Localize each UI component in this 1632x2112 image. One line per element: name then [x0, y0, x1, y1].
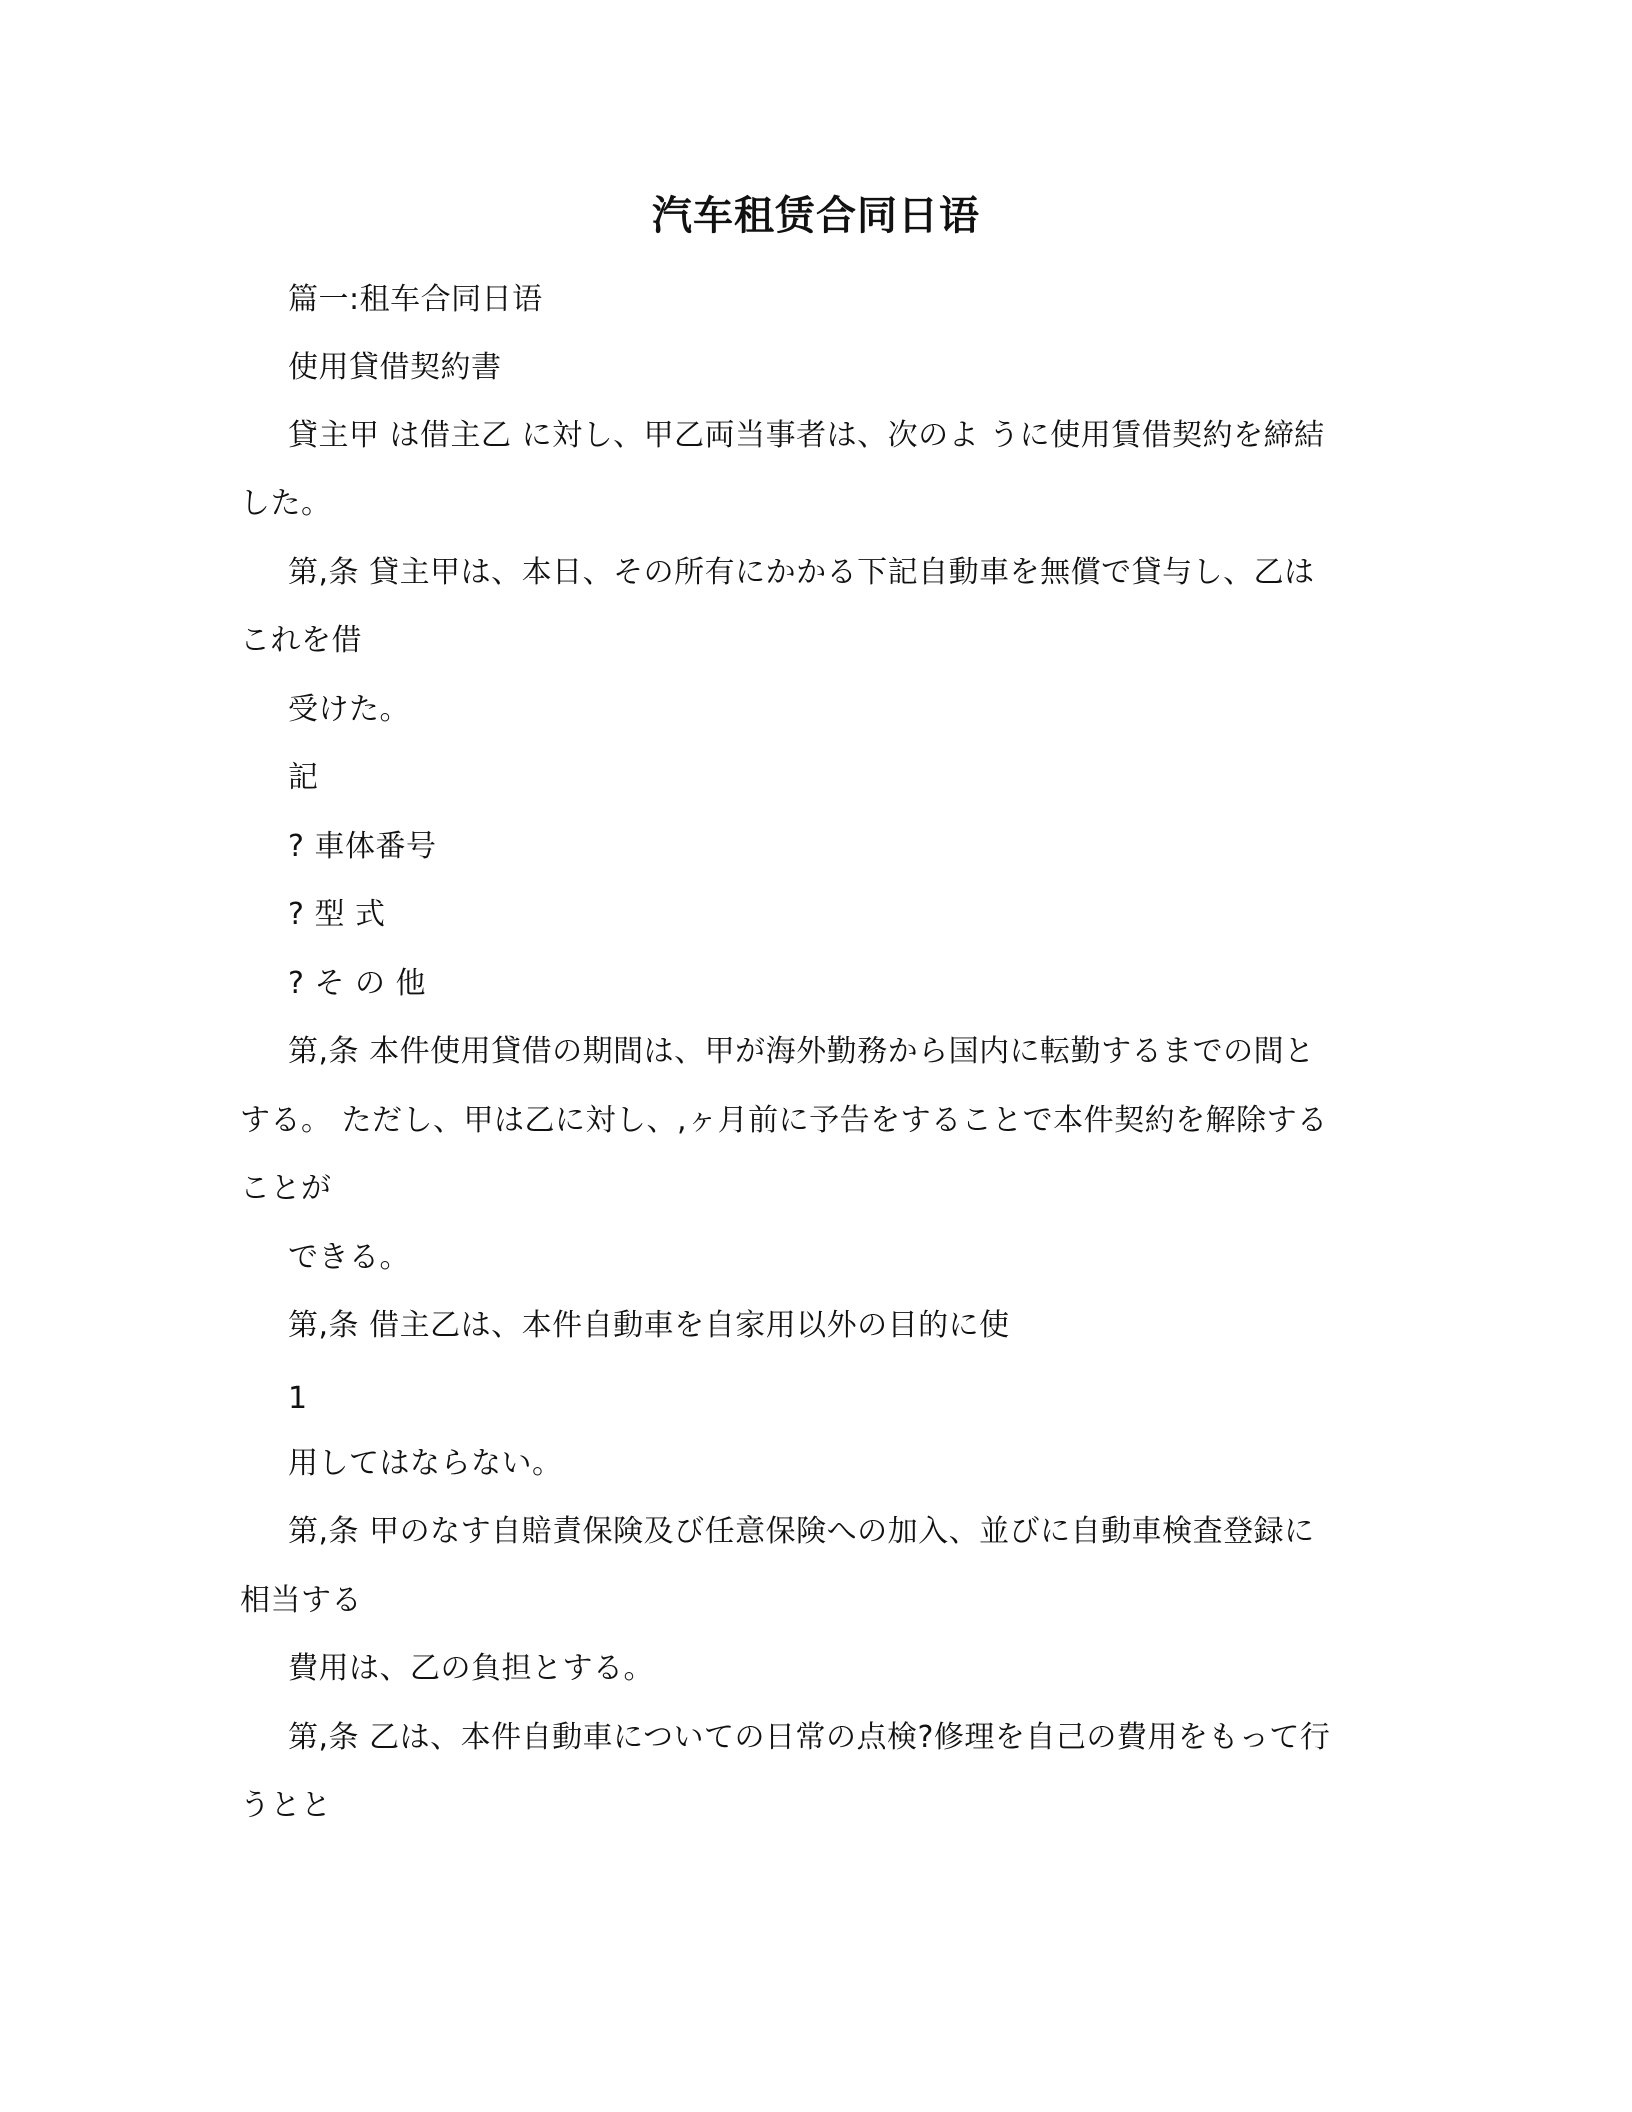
document-title: 汽车租赁合同日语 — [652, 193, 980, 239]
text-line: 記 — [288, 760, 319, 795]
page-number: 1 — [288, 1381, 308, 1416]
text-line: ことが — [240, 1171, 332, 1206]
text-line: 費用は、乙の負担とする。 — [288, 1651, 654, 1686]
text-line: うとと — [240, 1788, 332, 1823]
text-line-section-heading: 篇一:租车合同日语 — [288, 282, 543, 317]
text-line: 第,条 本件使用貸借の期間は、甲が海外勤務から国内に転勤するまでの間と — [288, 1034, 1315, 1069]
text-line: ? 車体番号 — [288, 829, 437, 864]
text-line: 用してはならない。 — [288, 1446, 563, 1481]
text-line: ? そ の 他 — [288, 966, 427, 1001]
text-line: 第,条 乙は、本件自動車についての日常の点検?修理を自己の費用をもって行 — [288, 1720, 1331, 1755]
text-line: これを借 — [240, 623, 362, 658]
text-line: 第,条 借主乙は、本件自動車を自家用以外の目的に使 — [288, 1308, 1010, 1343]
text-line: 第,条 貸主甲は、本日、その所有にかかる下記自動車を無償で貸与し、乙は — [288, 555, 1315, 590]
text-line: 第,条 甲のなす自賠責保険及び任意保険への加入、並びに自動車検査登録に — [288, 1514, 1315, 1549]
text-line: 相当する — [240, 1583, 362, 1618]
text-line: した。 — [240, 486, 332, 521]
text-line: 貸主甲 は借主乙 に対し、甲乙両当事者は、次のよ うに使用賃借契約を締結 — [288, 418, 1325, 453]
text-line-contract-name: 使用貸借契約書 — [288, 350, 502, 385]
text-line: 受けた。 — [288, 692, 410, 727]
text-line: ? 型 式 — [288, 897, 386, 932]
text-line: できる。 — [288, 1240, 410, 1275]
text-line: する。 ただし、甲は乙に対し、,ヶ月前に予告をすることで本件契約を解除する — [240, 1103, 1328, 1138]
